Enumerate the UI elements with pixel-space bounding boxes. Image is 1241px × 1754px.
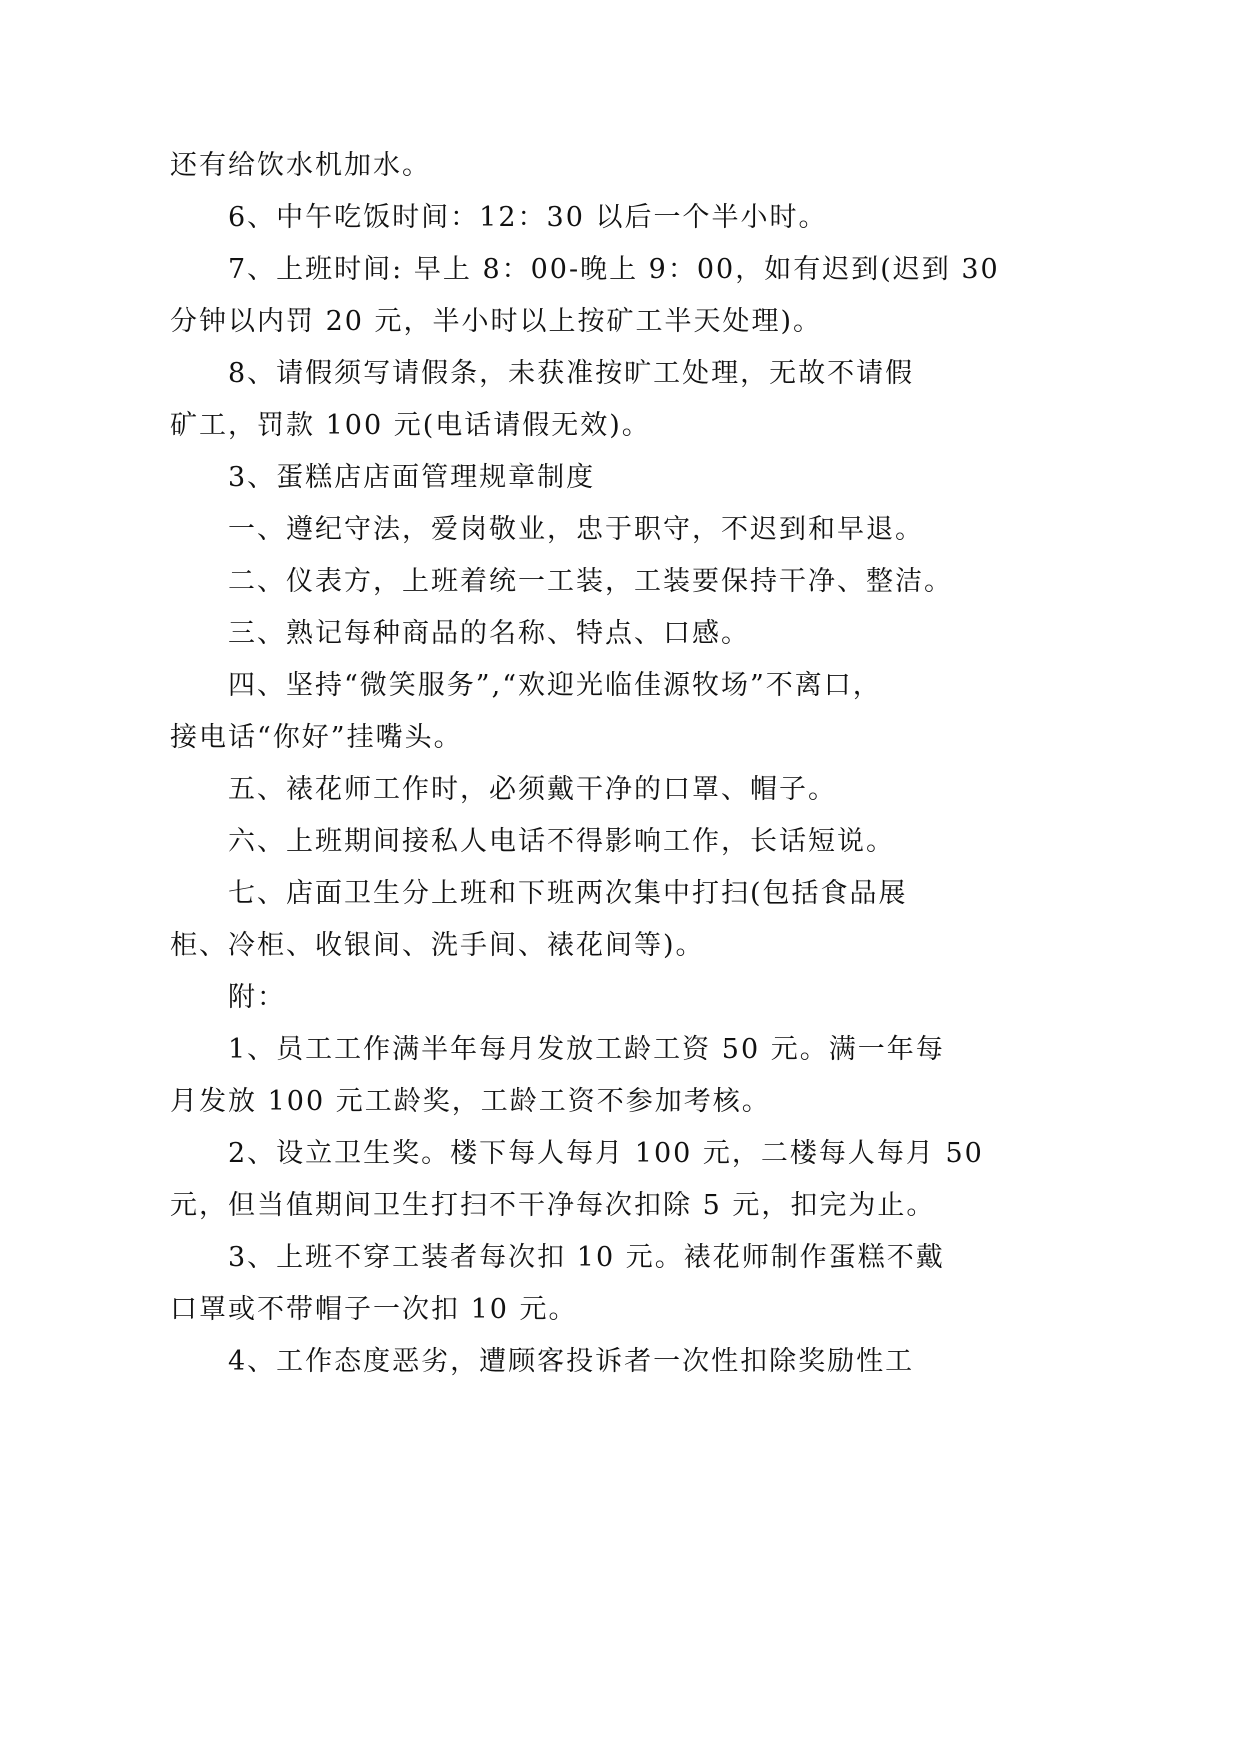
text-line: 2、设立卫生奖。楼下每人每月 100 元，二楼每人每月 50	[228, 1138, 984, 1169]
section-heading: 3、蛋糕店店面管理规章制度	[228, 462, 596, 493]
text-line: 1、员工工作满半年每月发放工龄工资 50 元。满一年每	[228, 1034, 945, 1065]
text-line: 6、中午吃饭时间：12：30 以后一个半小时。	[228, 202, 828, 233]
text-line: 二、仪表方，上班着统一工装，工装要保持干净、整洁。	[228, 566, 953, 597]
text-line: 分钟以内罚 20 元，半小时以上按矿工半天处理)。	[170, 306, 823, 337]
text-line: 七、店面卫生分上班和下班两次集中打扫(包括食品展	[228, 878, 908, 909]
text-line: 口罩或不带帽子一次扣 10 元。	[170, 1294, 578, 1325]
text-line: 月发放 100 元工龄奖，工龄工资不参加考核。	[170, 1086, 771, 1117]
text-line: 六、上班期间接私人电话不得影响工作，长话短说。	[228, 826, 895, 857]
text-line: 四、坚持“微笑服务”,“欢迎光临佳源牧场”不离口，	[228, 670, 882, 701]
text-line: 接电话“你好”挂嘴头。	[170, 722, 463, 753]
document-body	[170, 140, 1000, 1388]
text-line: 三、熟记每种商品的名称、特点、口感。	[228, 618, 750, 649]
text-line: 柜、冷柜、收银间、洗手间、裱花间等)。	[170, 930, 705, 961]
text-line: 元，但当值期间卫生打扫不干净每次扣除 5 元，扣完为止。	[170, 1190, 936, 1221]
text-line: 4、工作态度恶劣，遭顾客投诉者一次性扣除奖励性工	[228, 1346, 915, 1377]
text-line: 一、遵纪守法，爱岗敬业，忠于职守，不迟到和早退。	[228, 514, 924, 545]
text-line: 还有给饮水机加水。	[170, 150, 431, 181]
appendix-heading: 附：	[228, 982, 286, 1013]
text-line: 3、上班不穿工装者每次扣 10 元。裱花师制作蛋糕不戴	[228, 1242, 945, 1273]
text-line: 矿工，罚款 100 元(电话请假无效)。	[170, 410, 651, 441]
text-line: 五、裱花师工作时，必须戴干净的口罩、帽子。	[228, 774, 837, 805]
text-line: 7、上班时间: 早上 8：00-晚上 9：00，如有迟到(迟到 30	[228, 254, 1000, 285]
text-line: 8、请假须写请假条，未获准按旷工处理，无故不请假	[228, 358, 915, 389]
